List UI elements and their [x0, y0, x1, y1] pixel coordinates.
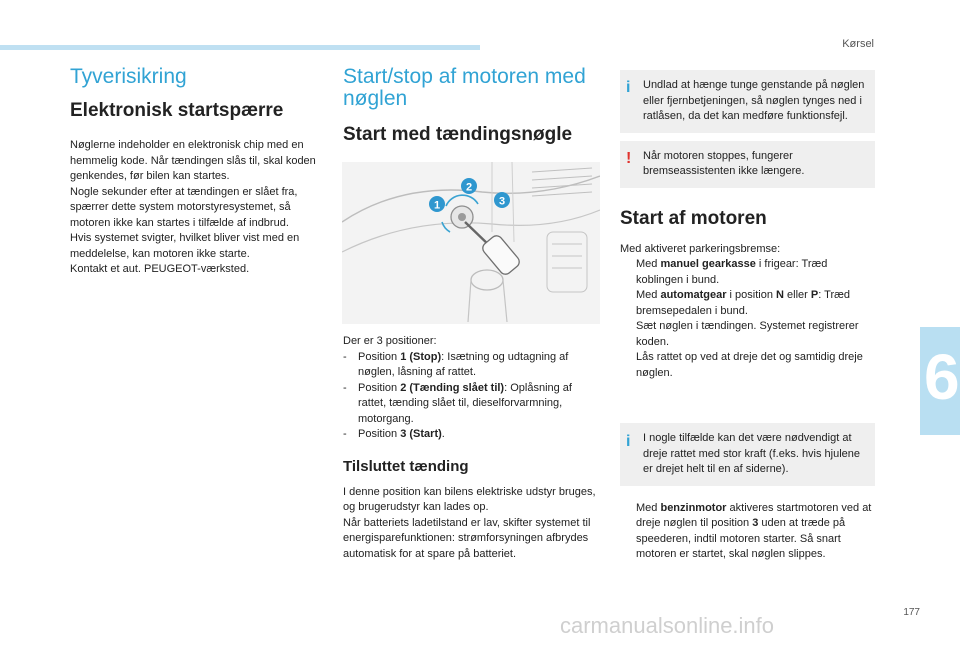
list-item: Med automatgear i position N eller P: Træd bremsepedalen i bund.: [620, 288, 875, 319]
position-prefix: Position: [358, 350, 401, 363]
paragraph: Nogle sekunder efter at tændingen er slået fra, spærrer dette system motorstyresystemet, så motoren ikke kan startes i tilfælde af indbrud.: [70, 185, 298, 229]
heading-start-engine: Start af motoren: [620, 207, 767, 229]
column-starting: [620, 70, 875, 563]
heading-ignition-on: Tilsluttet tænding: [343, 457, 469, 475]
heading-immobiliser: Elektronisk startspærre: [70, 100, 284, 121]
list-dash: -: [343, 381, 347, 394]
positions-list: [343, 350, 601, 443]
list-item: Med benzinmotor aktiveres startmotoren ved at dreje nøglen til position 3 uden at træde på speederen, indtil motoren starter. Så snart motoren er startet, skal nøglen slippes.: [620, 501, 875, 563]
position-prefix: Position: [358, 428, 401, 440]
chapter-tab: [920, 327, 960, 435]
page-number: 177: [903, 607, 920, 618]
chapter-label: Kørsel: [842, 38, 874, 50]
list-dash: -: [343, 350, 347, 363]
section-title-start-stop: Start/stop af motoren med nøglen: [343, 65, 586, 110]
paragraph: Når batteriets ladetilstand er lav, skifter systemet til energisparefunktionen: strømforsyningen afbrydes automatisk for at spare på batteriet.: [343, 516, 591, 560]
watermark: carmanualsonline.info: [560, 613, 775, 638]
paragraph: I denne position kan bilens elektriske udstyr bruges, og brugerudstyr kan lades op.: [343, 485, 596, 513]
list-item: [343, 350, 601, 381]
paragraph: Med aktiveret parkeringsbremse:: [620, 242, 781, 255]
info-callout: [620, 70, 875, 133]
ignition-key-illustration: [342, 162, 600, 324]
bullet-icon: [620, 319, 636, 350]
list-item: Lås rattet op ved at dreje det og samtidig dreje nøglen.: [620, 350, 875, 381]
position-desc: .: [441, 428, 445, 440]
warning-callout: [620, 141, 875, 188]
paragraph: Nøglerne indeholder en elektronisk chip med en hemmelig kode. Når tændingen slås til, skal koden genkendes, før bilen kan startes.: [70, 139, 316, 182]
callout-label: 3: [498, 195, 506, 208]
position-name: 3 (Start): [400, 428, 442, 440]
bullet-icon: [620, 501, 636, 563]
callout-text: Når motoren stoppes, fungerer bremseassistenten ikke længere.: [643, 149, 805, 177]
column-start-stop: [343, 66, 601, 562]
chapter-number: 6: [924, 341, 960, 413]
bullet-icon: [620, 288, 636, 319]
position-name: 2 (Tænding slået til): [400, 381, 505, 394]
callout-label: 2: [465, 181, 473, 194]
position-desc: : Oplåsning af rattet, tænding slået til, dieselforvarmning, motorgang.: [358, 381, 572, 425]
position-name: 1 (Stop): [400, 350, 442, 363]
heading-start-with-key: Start med tændingsnøgle: [343, 124, 573, 145]
list-item: Med manuel gearkasse i frigear: Træd koblingen i bund.: [620, 257, 875, 288]
column-anti-theft: [70, 66, 322, 278]
list-dash: -: [343, 428, 347, 440]
header-bar: [0, 45, 480, 50]
info-icon: i: [626, 433, 631, 450]
paragraph: Kontakt et aut. PEUGEOT-værksted.: [70, 263, 250, 275]
warning-icon: !: [626, 149, 632, 167]
callout-text: I nogle tilfælde kan det være nødvendigt at dreje rattet med stor kraft (f.eks. hvis hjulene er drejet helt til en af siderne).: [643, 432, 861, 475]
position-prefix: Position: [358, 381, 401, 394]
callout-text: Undlad at hænge tunge genstande på nøglen eller fjernbetjeningen, så nøglen tynges ned i ratlåsen, da det kan medføre funktionsfejl.: [643, 79, 865, 122]
callout-label: 1: [433, 199, 441, 212]
list-item: Sæt nøglen i tændingen. Systemet registrerer koden.: [620, 319, 875, 350]
list-item: [343, 427, 601, 443]
list-item: [343, 381, 601, 428]
info-icon: i: [626, 79, 631, 96]
info-callout: [620, 423, 875, 486]
bullet-icon: [620, 350, 636, 381]
positions-intro: Der er 3 positioner:: [343, 335, 437, 347]
paragraph: Hvis systemet svigter, hvilket bliver vist med en meddelelse, kan motoren ikke starte.: [70, 232, 300, 260]
bullet-icon: [620, 257, 636, 288]
position-desc: : Isætning og udtagning af nøglen, låsning af rattet.: [358, 350, 569, 378]
ignition-illustration-svg: [342, 162, 600, 324]
section-title-anti-theft: Tyverisikring: [70, 65, 187, 88]
